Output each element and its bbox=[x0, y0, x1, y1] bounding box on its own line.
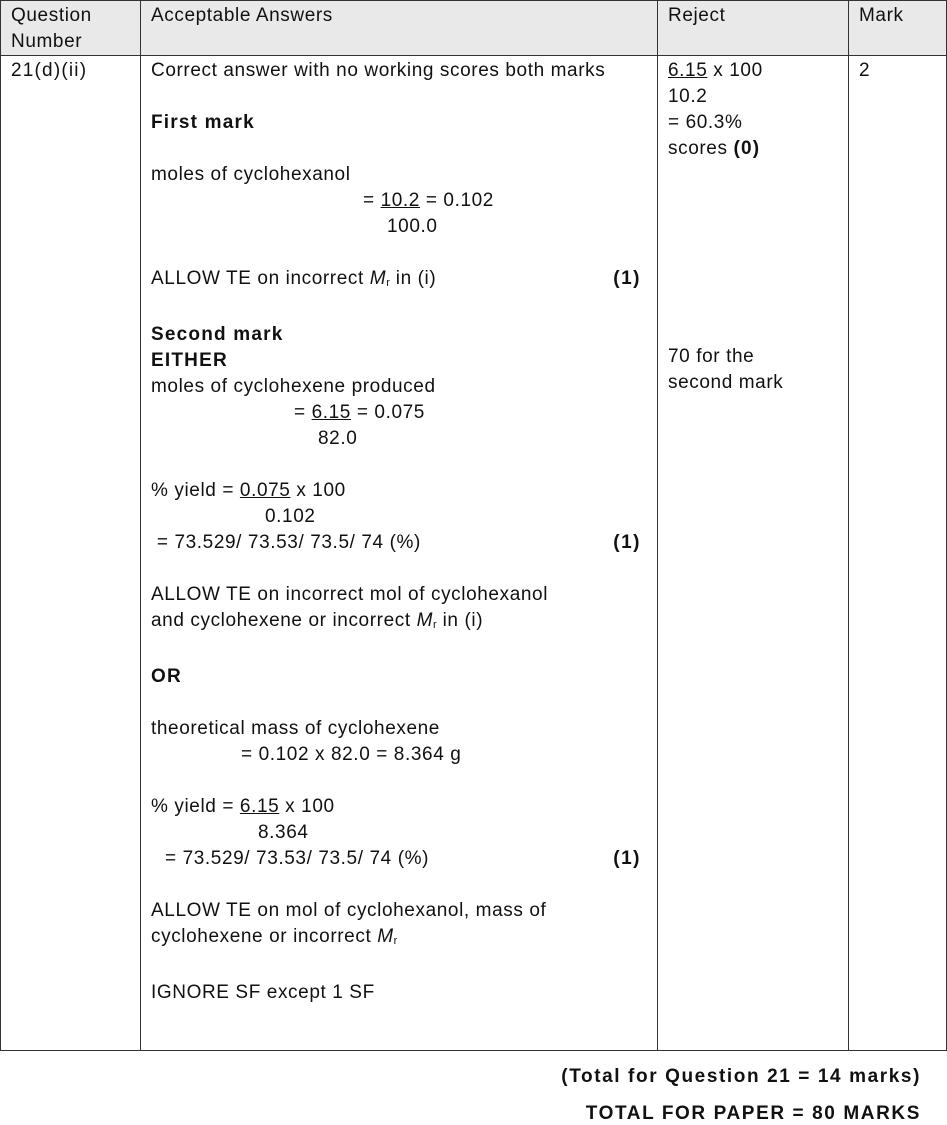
table-row bbox=[1, 56, 947, 1051]
allow-te-line1: ALLOW TE on incorrect mol of cyclohexanol bbox=[151, 584, 549, 605]
theoretical-mass-equation: = 0.102 x 82.0 = 8.364 g bbox=[241, 744, 462, 765]
mark-cell: 2 bbox=[849, 56, 947, 1051]
yield-denominator: 0.102 bbox=[265, 506, 316, 527]
eq-prefix: = bbox=[363, 190, 381, 211]
reject-second-mark-line2: second mark bbox=[668, 372, 784, 393]
first-mark-heading: First mark bbox=[151, 112, 255, 133]
allow-te-line2: and cyclohexene or incorrect $M_r$ in (i) bbox=[151, 610, 484, 631]
eq-prefix: = bbox=[294, 402, 312, 423]
theoretical-mass-label: theoretical mass of cyclohexene bbox=[151, 718, 440, 739]
yield2-denominator: 8.364 bbox=[258, 822, 309, 843]
question-total: (Total for Question 21 = 14 marks) bbox=[561, 1066, 921, 1087]
table-header-row bbox=[1, 1, 947, 56]
yield-suffix: x 100 bbox=[290, 480, 346, 501]
allow2-te-line1: ALLOW TE on mol of cyclohexanol, mass of bbox=[151, 900, 547, 921]
or-label: OR bbox=[151, 666, 182, 687]
moles-cyclohexene-equation bbox=[151, 400, 647, 426]
allow-suffix: in (i) bbox=[389, 268, 437, 289]
moles-cyclohexene-label: moles of cyclohexene produced bbox=[151, 376, 436, 397]
second-mark-score: (1) bbox=[613, 532, 641, 553]
fraction-denominator: 82.0 bbox=[318, 428, 358, 449]
reject-line2: 10.2 bbox=[668, 86, 708, 107]
yield-result-line bbox=[151, 530, 647, 556]
reject-cell bbox=[658, 56, 849, 1051]
ignore-sf-note: IGNORE SF except 1 SF bbox=[151, 982, 375, 1003]
yield2-numerator: 6.15 bbox=[239, 796, 280, 817]
yield2-equation: % yield = 6.15 x 100 bbox=[151, 796, 335, 817]
second-mark-heading: Second mark bbox=[151, 324, 284, 345]
first-mark-allow-te bbox=[151, 266, 647, 296]
eq-result: = 0.075 bbox=[350, 402, 425, 423]
reject-second-mark-line1: 70 for the bbox=[668, 346, 755, 367]
yield-prefix: % yield = bbox=[151, 480, 240, 501]
reject-line1: 6.15 x 100 bbox=[668, 60, 763, 81]
mr-symbol: $M_r$ bbox=[416, 610, 437, 631]
header-reject: Reject bbox=[658, 1, 849, 56]
reject-line3: = 60.3% bbox=[668, 112, 743, 133]
paper-total: TOTAL FOR PAPER = 80 MARKS bbox=[585, 1103, 921, 1124]
reject-line4: scores (0) bbox=[668, 138, 761, 159]
moles-cyclohexanol-label: moles of cyclohexanol bbox=[151, 164, 351, 185]
header-mark: Mark bbox=[849, 1, 947, 56]
acceptable-answers-cell bbox=[141, 56, 658, 1051]
header-question-number: Question Number bbox=[1, 1, 141, 56]
moles-cyclohexanol-equation bbox=[151, 188, 647, 214]
fraction-numerator: 10.2 bbox=[380, 190, 420, 211]
fraction-denominator: 100.0 bbox=[387, 216, 438, 237]
header-acceptable-answers: Acceptable Answers bbox=[141, 1, 658, 56]
first-mark-score: (1) bbox=[613, 268, 641, 289]
allow2-te-line2: cyclohexene or incorrect $M_r$ bbox=[151, 926, 398, 947]
eq-result: = 0.102 bbox=[419, 190, 494, 211]
either-label: EITHER bbox=[151, 350, 228, 371]
intro-text: Correct answer with no working scores both marks bbox=[151, 60, 606, 81]
yield-numerator: 0.075 bbox=[239, 480, 291, 501]
yield-equation bbox=[151, 478, 647, 504]
fraction-numerator: 6.15 bbox=[311, 402, 351, 423]
second-mark-alt-score: (1) bbox=[613, 848, 641, 869]
allow-text: ALLOW TE on incorrect bbox=[151, 268, 370, 289]
question-number-cell: 21(d)(ii) bbox=[1, 56, 141, 1051]
mr-symbol: $M_r$ bbox=[369, 268, 390, 289]
mr-symbol: $M_r$ bbox=[377, 926, 398, 947]
yield2-result-line: = 73.529/ 73.53/ 73.5/ 74 (%) (1) bbox=[151, 846, 647, 872]
yield-result: = 73.529/ 73.53/ 73.5/ 74 (%) bbox=[151, 532, 421, 553]
